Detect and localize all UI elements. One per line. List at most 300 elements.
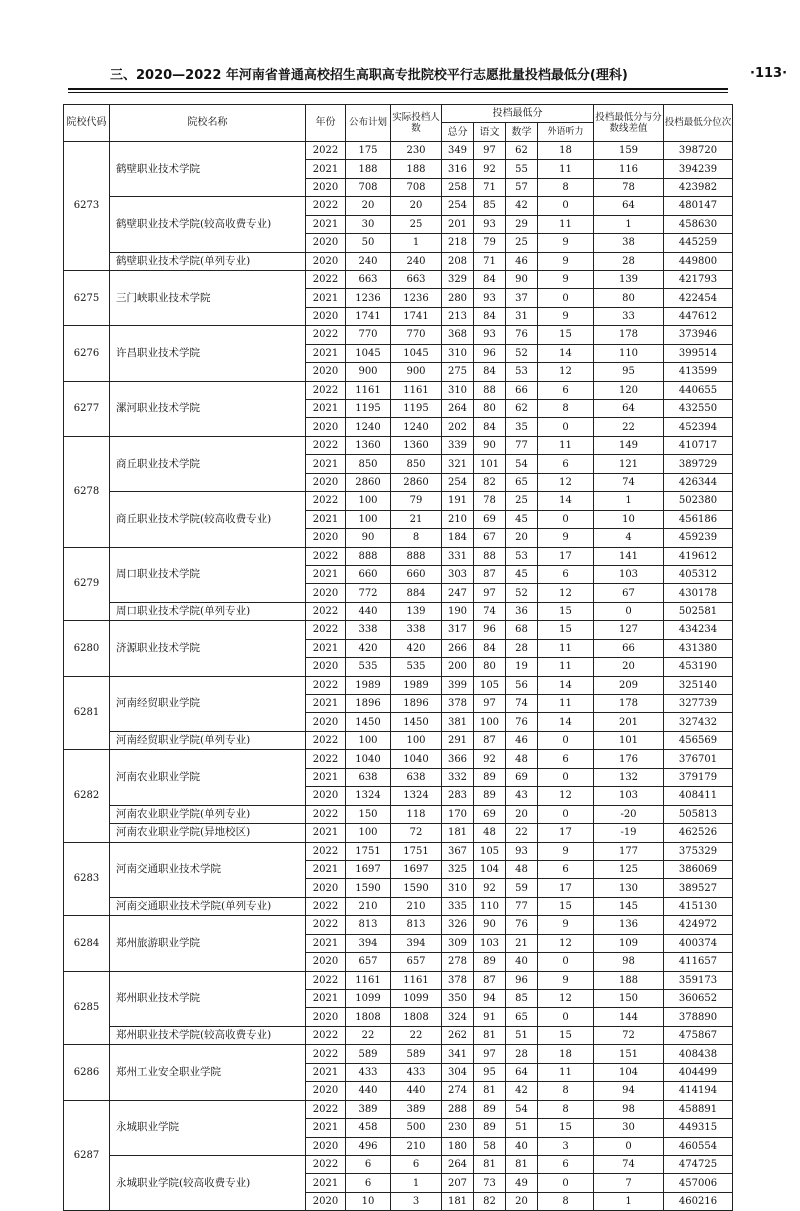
- diff-cell: 159: [594, 141, 664, 159]
- col-actual: 实际投档人数: [391, 105, 442, 142]
- chinese-cell: 84: [474, 639, 506, 657]
- plan-cell: 394: [346, 934, 391, 952]
- school-name-cell: 河南经贸职业学院: [110, 676, 306, 731]
- plan-cell: 100: [346, 510, 391, 528]
- total-cell: 230: [442, 1119, 474, 1137]
- rank-cell: 452394: [664, 418, 733, 436]
- chinese-cell: 89: [474, 1119, 506, 1137]
- chinese-cell: 69: [474, 805, 506, 823]
- rank-cell: 475867: [664, 1026, 733, 1044]
- actual-cell: 638: [391, 768, 442, 786]
- col-rank: 投档最低分位次: [664, 105, 733, 142]
- total-cell: 310: [442, 879, 474, 897]
- foreign-cell: 18: [538, 1045, 594, 1063]
- foreign-cell: 12: [538, 473, 594, 491]
- rank-cell: 456569: [664, 731, 733, 749]
- actual-cell: 433: [391, 1063, 442, 1081]
- math-cell: 49: [506, 1174, 538, 1192]
- chinese-cell: 85: [474, 197, 506, 215]
- school-name-cell: 永城职业学院(较高收费专业): [110, 1155, 306, 1210]
- diff-cell: 10: [594, 510, 664, 528]
- chinese-cell: 69: [474, 510, 506, 528]
- foreign-cell: 8: [538, 400, 594, 418]
- school-name-cell: 永城职业学院: [110, 1100, 306, 1155]
- table-row: [64, 326, 733, 344]
- rank-cell: 456186: [664, 510, 733, 528]
- plan-cell: 770: [346, 326, 391, 344]
- chinese-cell: 96: [474, 344, 506, 362]
- foreign-cell: 0: [538, 418, 594, 436]
- actual-cell: 210: [391, 897, 442, 915]
- math-cell: 66: [506, 381, 538, 399]
- plan-cell: 772: [346, 584, 391, 602]
- plan-cell: 389: [346, 1100, 391, 1118]
- table-row: [64, 197, 733, 215]
- plan-cell: 708: [346, 178, 391, 196]
- diff-cell: 141: [594, 547, 664, 565]
- year-cell: 2022: [306, 326, 346, 344]
- diff-cell: 144: [594, 1008, 664, 1026]
- plan-cell: 1590: [346, 879, 391, 897]
- math-cell: 62: [506, 400, 538, 418]
- diff-cell: 109: [594, 934, 664, 952]
- foreign-cell: 17: [538, 547, 594, 565]
- math-cell: 74: [506, 695, 538, 713]
- rank-cell: 449800: [664, 252, 733, 270]
- year-cell: 2021: [306, 289, 346, 307]
- diff-cell: 209: [594, 676, 664, 694]
- math-cell: 96: [506, 971, 538, 989]
- foreign-cell: 12: [538, 934, 594, 952]
- math-cell: 20: [506, 805, 538, 823]
- plan-cell: 30: [346, 215, 391, 233]
- plan-cell: 660: [346, 565, 391, 583]
- table-row: [64, 270, 733, 288]
- year-cell: 2022: [306, 842, 346, 860]
- total-cell: 218: [442, 234, 474, 252]
- chinese-cell: 101: [474, 455, 506, 473]
- math-cell: 43: [506, 787, 538, 805]
- diff-cell: -19: [594, 824, 664, 842]
- total-cell: 399: [442, 676, 474, 694]
- year-cell: 2021: [306, 160, 346, 178]
- chinese-cell: 80: [474, 658, 506, 676]
- school-name-cell: 济源职业技术学院: [110, 621, 306, 676]
- school-name-cell: 郑州旅游职业学院: [110, 916, 306, 971]
- rank-cell: 359173: [664, 971, 733, 989]
- rank-cell: 459239: [664, 529, 733, 547]
- year-cell: 2022: [306, 141, 346, 159]
- actual-cell: 240: [391, 252, 442, 270]
- diff-cell: 120: [594, 381, 664, 399]
- diff-cell: 98: [594, 1100, 664, 1118]
- school-code-cell: 6278: [64, 436, 110, 547]
- chinese-cell: 89: [474, 1100, 506, 1118]
- actual-cell: 1989: [391, 676, 442, 694]
- year-cell: 2021: [306, 860, 346, 878]
- plan-cell: 6: [346, 1174, 391, 1192]
- year-cell: 2022: [306, 750, 346, 768]
- chinese-cell: 78: [474, 492, 506, 510]
- chinese-cell: 90: [474, 916, 506, 934]
- math-cell: 85: [506, 990, 538, 1008]
- total-cell: 303: [442, 565, 474, 583]
- col-total: 总分: [442, 123, 474, 141]
- year-cell: 2020: [306, 713, 346, 731]
- foreign-cell: 17: [538, 879, 594, 897]
- foreign-cell: 9: [538, 234, 594, 252]
- foreign-cell: 6: [538, 860, 594, 878]
- total-cell: 288: [442, 1100, 474, 1118]
- year-cell: 2020: [306, 658, 346, 676]
- school-code-cell: 6282: [64, 750, 110, 842]
- total-cell: 368: [442, 326, 474, 344]
- actual-cell: 1741: [391, 307, 442, 325]
- year-cell: 2022: [306, 676, 346, 694]
- year-cell: 2022: [306, 197, 346, 215]
- rank-cell: 424972: [664, 916, 733, 934]
- plan-cell: 657: [346, 953, 391, 971]
- math-cell: 29: [506, 215, 538, 233]
- plan-cell: 1045: [346, 344, 391, 362]
- plan-cell: 888: [346, 547, 391, 565]
- year-cell: 2022: [306, 381, 346, 399]
- plan-cell: 2860: [346, 473, 391, 491]
- table-row: [64, 252, 733, 270]
- math-cell: 93: [506, 842, 538, 860]
- actual-cell: 8: [391, 529, 442, 547]
- actual-cell: 1195: [391, 400, 442, 418]
- foreign-cell: 6: [538, 381, 594, 399]
- plan-cell: 10: [346, 1192, 391, 1210]
- rank-cell: 389527: [664, 879, 733, 897]
- diff-cell: 121: [594, 455, 664, 473]
- rank-cell: 457006: [664, 1174, 733, 1192]
- school-code-cell: 6281: [64, 676, 110, 750]
- foreign-cell: 11: [538, 658, 594, 676]
- actual-cell: 708: [391, 178, 442, 196]
- actual-cell: 589: [391, 1045, 442, 1063]
- actual-cell: 1808: [391, 1008, 442, 1026]
- total-cell: 283: [442, 787, 474, 805]
- chinese-cell: 105: [474, 842, 506, 860]
- diff-cell: 188: [594, 971, 664, 989]
- foreign-cell: 15: [538, 621, 594, 639]
- diff-cell: 125: [594, 860, 664, 878]
- diff-cell: 130: [594, 879, 664, 897]
- year-cell: 2020: [306, 418, 346, 436]
- foreign-cell: 12: [538, 787, 594, 805]
- diff-cell: 1: [594, 215, 664, 233]
- chinese-cell: 81: [474, 1082, 506, 1100]
- actual-cell: 72: [391, 824, 442, 842]
- actual-cell: 6: [391, 1155, 442, 1173]
- table-row: [64, 621, 733, 639]
- diff-cell: 110: [594, 344, 664, 362]
- year-cell: 2020: [306, 178, 346, 196]
- chinese-cell: 88: [474, 547, 506, 565]
- total-cell: 278: [442, 953, 474, 971]
- chinese-cell: 82: [474, 473, 506, 491]
- total-cell: 181: [442, 824, 474, 842]
- rank-cell: 462526: [664, 824, 733, 842]
- total-cell: 329: [442, 270, 474, 288]
- chinese-cell: 84: [474, 270, 506, 288]
- rank-cell: 432550: [664, 400, 733, 418]
- year-cell: 2020: [306, 787, 346, 805]
- rank-cell: 460554: [664, 1137, 733, 1155]
- rank-cell: 408438: [664, 1045, 733, 1063]
- plan-cell: 1751: [346, 842, 391, 860]
- rank-cell: 408411: [664, 787, 733, 805]
- plan-cell: 589: [346, 1045, 391, 1063]
- chinese-cell: 80: [474, 400, 506, 418]
- table-body: [64, 141, 733, 1210]
- school-name-cell: 漯河职业技术学院: [110, 381, 306, 436]
- rank-cell: 415130: [664, 897, 733, 915]
- actual-cell: 1161: [391, 971, 442, 989]
- diff-cell: 178: [594, 326, 664, 344]
- plan-cell: 638: [346, 768, 391, 786]
- col-diff: 投档最低分与分数线差值: [594, 105, 664, 142]
- math-cell: 48: [506, 750, 538, 768]
- school-name-cell: 商丘职业技术学院(较高收费专业): [110, 492, 306, 547]
- diff-cell: 1: [594, 1192, 664, 1210]
- total-cell: 378: [442, 695, 474, 713]
- total-cell: 280: [442, 289, 474, 307]
- actual-cell: 850: [391, 455, 442, 473]
- col-name: 院校名称: [110, 105, 306, 142]
- math-cell: 20: [506, 1192, 538, 1210]
- rank-cell: 360652: [664, 990, 733, 1008]
- actual-cell: 1040: [391, 750, 442, 768]
- diff-cell: 72: [594, 1026, 664, 1044]
- plan-cell: 188: [346, 160, 391, 178]
- total-cell: 210: [442, 510, 474, 528]
- chinese-cell: 96: [474, 621, 506, 639]
- math-cell: 54: [506, 1100, 538, 1118]
- plan-cell: 1697: [346, 860, 391, 878]
- diff-cell: 176: [594, 750, 664, 768]
- school-name-cell: 河南农业职业学院: [110, 750, 306, 805]
- actual-cell: 22: [391, 1026, 442, 1044]
- plan-cell: 338: [346, 621, 391, 639]
- foreign-cell: 12: [538, 990, 594, 1008]
- diff-cell: 22: [594, 418, 664, 436]
- plan-cell: 496: [346, 1137, 391, 1155]
- foreign-cell: 15: [538, 1119, 594, 1137]
- school-name-cell: 郑州职业技术学院: [110, 971, 306, 1026]
- table-row: [64, 1026, 733, 1044]
- year-cell: 2022: [306, 731, 346, 749]
- rank-cell: 453190: [664, 658, 733, 676]
- year-cell: 2022: [306, 621, 346, 639]
- plan-cell: 210: [346, 897, 391, 915]
- chinese-cell: 48: [474, 824, 506, 842]
- total-cell: 339: [442, 436, 474, 454]
- table-row: [64, 897, 733, 915]
- year-cell: 2020: [306, 307, 346, 325]
- foreign-cell: 9: [538, 842, 594, 860]
- year-cell: 2020: [306, 584, 346, 602]
- chinese-cell: 94: [474, 990, 506, 1008]
- plan-cell: 440: [346, 1082, 391, 1100]
- plan-cell: 240: [346, 252, 391, 270]
- math-cell: 56: [506, 676, 538, 694]
- table-row: [64, 805, 733, 823]
- rank-cell: 327739: [664, 695, 733, 713]
- rank-cell: 405312: [664, 565, 733, 583]
- foreign-cell: 11: [538, 1063, 594, 1081]
- year-cell: 2021: [306, 1063, 346, 1081]
- actual-cell: 139: [391, 602, 442, 620]
- total-cell: 275: [442, 363, 474, 381]
- year-cell: 2020: [306, 473, 346, 491]
- math-cell: 40: [506, 953, 538, 971]
- plan-cell: 420: [346, 639, 391, 657]
- total-cell: 213: [442, 307, 474, 325]
- math-cell: 76: [506, 916, 538, 934]
- actual-cell: 188: [391, 160, 442, 178]
- chinese-cell: 58: [474, 1137, 506, 1155]
- actual-cell: 1590: [391, 879, 442, 897]
- school-name-cell: 郑州职业技术学院(较高收费专业): [110, 1026, 306, 1044]
- foreign-cell: 8: [538, 1082, 594, 1100]
- diff-cell: 177: [594, 842, 664, 860]
- chinese-cell: 91: [474, 1008, 506, 1026]
- diff-cell: 64: [594, 400, 664, 418]
- diff-cell: 38: [594, 234, 664, 252]
- math-cell: 19: [506, 658, 538, 676]
- total-cell: 325: [442, 860, 474, 878]
- chinese-cell: 81: [474, 1155, 506, 1173]
- rank-cell: 398720: [664, 141, 733, 159]
- foreign-cell: 15: [538, 602, 594, 620]
- chinese-cell: 97: [474, 1045, 506, 1063]
- chinese-cell: 87: [474, 565, 506, 583]
- table-row: [64, 436, 733, 454]
- foreign-cell: 11: [538, 215, 594, 233]
- col-year: 年份: [306, 105, 346, 142]
- total-cell: 326: [442, 916, 474, 934]
- actual-cell: 535: [391, 658, 442, 676]
- plan-cell: 850: [346, 455, 391, 473]
- rank-cell: 379179: [664, 768, 733, 786]
- foreign-cell: 0: [538, 197, 594, 215]
- school-code-cell: 6276: [64, 326, 110, 381]
- table-row: [64, 1100, 733, 1118]
- rank-cell: 505813: [664, 805, 733, 823]
- diff-cell: 74: [594, 473, 664, 491]
- rank-cell: 410717: [664, 436, 733, 454]
- actual-cell: 660: [391, 565, 442, 583]
- actual-cell: 118: [391, 805, 442, 823]
- total-cell: 258: [442, 178, 474, 196]
- school-name-cell: 河南农业职业学院(单列专业): [110, 805, 306, 823]
- school-name-cell: 河南交通职业技术学院(单列专业): [110, 897, 306, 915]
- actual-cell: 1161: [391, 381, 442, 399]
- plan-cell: 1450: [346, 713, 391, 731]
- chinese-cell: 71: [474, 252, 506, 270]
- math-cell: 59: [506, 879, 538, 897]
- diff-cell: 136: [594, 916, 664, 934]
- actual-cell: 1360: [391, 436, 442, 454]
- total-cell: 274: [442, 1082, 474, 1100]
- actual-cell: 1: [391, 1174, 442, 1192]
- table-row: [64, 971, 733, 989]
- chinese-cell: 89: [474, 768, 506, 786]
- rank-cell: 426344: [664, 473, 733, 491]
- total-cell: 349: [442, 141, 474, 159]
- actual-cell: 1099: [391, 990, 442, 1008]
- math-cell: 51: [506, 1026, 538, 1044]
- chinese-cell: 104: [474, 860, 506, 878]
- actual-cell: 1751: [391, 842, 442, 860]
- table-row: [64, 824, 733, 842]
- math-cell: 53: [506, 363, 538, 381]
- foreign-cell: 8: [538, 178, 594, 196]
- total-cell: 332: [442, 768, 474, 786]
- table-row: [64, 381, 733, 399]
- foreign-cell: 11: [538, 639, 594, 657]
- diff-cell: 103: [594, 565, 664, 583]
- plan-cell: 100: [346, 492, 391, 510]
- year-cell: 2021: [306, 695, 346, 713]
- plan-cell: 1324: [346, 787, 391, 805]
- plan-cell: 6: [346, 1155, 391, 1173]
- chinese-cell: 84: [474, 363, 506, 381]
- math-cell: 77: [506, 897, 538, 915]
- total-cell: 180: [442, 1137, 474, 1155]
- total-cell: 200: [442, 658, 474, 676]
- rank-cell: 434234: [664, 621, 733, 639]
- rank-cell: 430178: [664, 584, 733, 602]
- diff-cell: 95: [594, 363, 664, 381]
- table-row: [64, 916, 733, 934]
- math-cell: 55: [506, 160, 538, 178]
- table-row: [64, 1155, 733, 1173]
- chinese-cell: 97: [474, 141, 506, 159]
- total-cell: 184: [442, 529, 474, 547]
- rank-cell: 474725: [664, 1155, 733, 1173]
- foreign-cell: 12: [538, 584, 594, 602]
- math-cell: 81: [506, 1155, 538, 1173]
- foreign-cell: 12: [538, 363, 594, 381]
- rank-cell: 440655: [664, 381, 733, 399]
- total-cell: 247: [442, 584, 474, 602]
- school-code-cell: 6275: [64, 270, 110, 325]
- math-cell: 40: [506, 1137, 538, 1155]
- math-cell: 68: [506, 621, 538, 639]
- total-cell: 181: [442, 1192, 474, 1210]
- chinese-cell: 92: [474, 160, 506, 178]
- total-cell: 264: [442, 1155, 474, 1173]
- math-cell: 25: [506, 492, 538, 510]
- table-row: [64, 842, 733, 860]
- year-cell: 2020: [306, 1137, 346, 1155]
- chinese-cell: 100: [474, 713, 506, 731]
- math-cell: 65: [506, 473, 538, 491]
- actual-cell: 1240: [391, 418, 442, 436]
- foreign-cell: 0: [538, 289, 594, 307]
- foreign-cell: 0: [538, 805, 594, 823]
- diff-cell: 201: [594, 713, 664, 731]
- math-cell: 76: [506, 713, 538, 731]
- plan-cell: 1161: [346, 971, 391, 989]
- school-name-cell: 许昌职业技术学院: [110, 326, 306, 381]
- math-cell: 69: [506, 768, 538, 786]
- year-cell: 2020: [306, 1082, 346, 1100]
